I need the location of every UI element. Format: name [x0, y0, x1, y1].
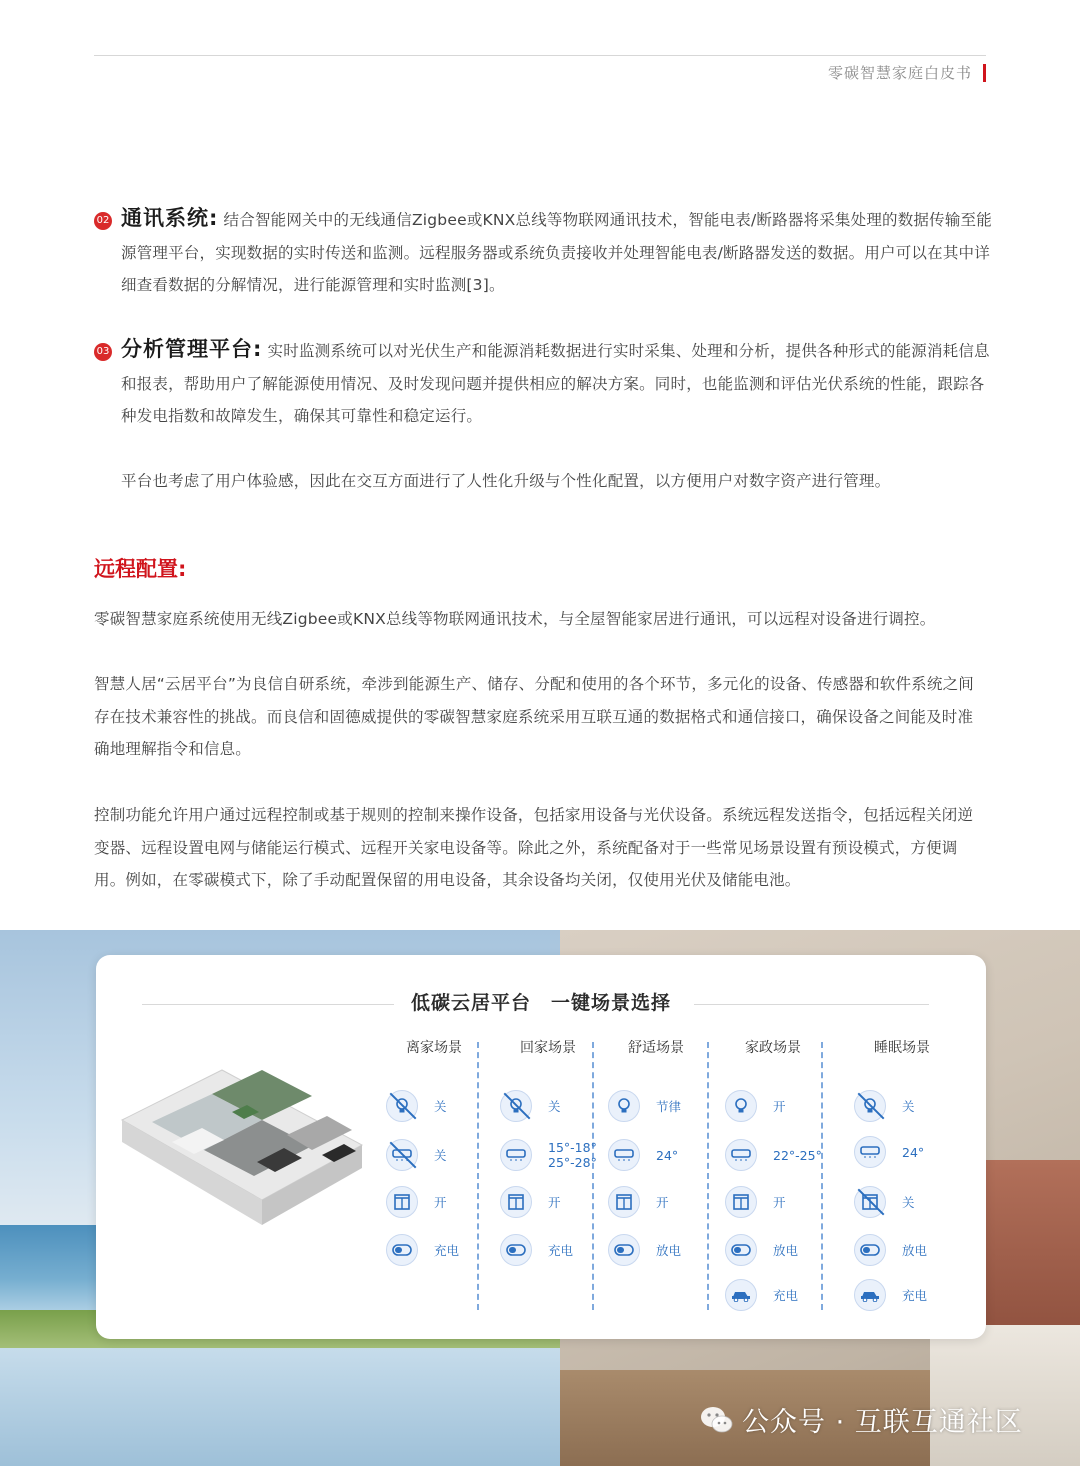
item-description: 结合智能网关中的无线通信Zigbee或KNX总线等物联网通讯技术，智能电表/断路器将采集处理的数据传输至能源管理平台，实现数据的实时传送和监测。远程服务器或系统负责接收并处理智能电表/断路器发送的数据。用户可以在其中详细查看数据的分解情况，进行能源管理和实时监测[3]。	[121, 211, 992, 294]
scene-row-value-range	[548, 1140, 597, 1170]
scene-row-value: 开	[656, 1194, 669, 1210]
ac-icon	[608, 1139, 640, 1171]
bed-headboard	[985, 1160, 1080, 1350]
scene-row-value: 关	[902, 1194, 915, 1210]
column-separator	[592, 1042, 594, 1310]
ev-icon	[854, 1279, 886, 1311]
ac-icon	[854, 1136, 886, 1168]
scene-sleep[interactable]	[854, 1037, 964, 1303]
scene-row-value: 关	[548, 1098, 561, 1114]
scene-name: 家政场景	[745, 1040, 801, 1056]
scene-row-value: 24°	[902, 1144, 925, 1160]
paragraph: 智慧人居“云居平台”为良信自研系统，牵涉到能源生产、储存、分配和使用的各个环节，多元化的设备、传感器和软件系统之间存在技术兼容性的挑战。而良信和固德威提供的零碳智慧家庭系统采用互联互通的数据格式和通信接口，确保设备之间能及时准确地理解指令和信息。	[94, 675, 974, 758]
scene-row-battery	[500, 1233, 573, 1267]
scene-row-light	[725, 1089, 786, 1123]
scene-row-value: 关	[902, 1098, 915, 1114]
item-analysis-platform	[94, 333, 994, 433]
scene-row-value: 充电	[434, 1242, 460, 1258]
scene-row-light	[608, 1089, 681, 1123]
item-number-badge: 03	[94, 343, 112, 361]
card-title: 低碳云居平台 一键场景选择	[410, 992, 671, 1014]
ac-icon	[500, 1139, 532, 1171]
scene-row-value: 放电	[656, 1242, 682, 1258]
scene-housekeeping[interactable]	[725, 1037, 835, 1303]
ac-range-upper: 15°-18°	[548, 1140, 597, 1155]
header-rule	[94, 55, 986, 56]
scene-row-value: 开	[548, 1194, 561, 1210]
scene-row-value: 开	[773, 1098, 786, 1114]
column-separator	[477, 1042, 479, 1310]
paragraph: 控制功能允许用户通过远程控制或基于规则的控制来操作设备，包括家用设备与光伏设备。系统远程发送指令，包括远程关闭逆变器、远程设置电网与储能运行模式、远程开关家电设备等。除此之外，系统配备对于一些常见场景设置有预设模式，方便调用。例如，在零碳模式下，除了手动配置保留的用电设备，其余设备均关闭，仅使用光伏及储能电池。	[94, 806, 974, 889]
scene-row-value: 放电	[902, 1242, 928, 1258]
scene-selection-card	[96, 955, 986, 1339]
paragraph: 零碳智慧家庭系统使用无线Zigbee或KNX总线等物联网通讯技术，与全屋智能家居进行通讯，可以远程对设备进行调控。	[94, 610, 936, 628]
apartment-3d-illustration	[112, 1050, 367, 1240]
battery-icon	[725, 1234, 757, 1266]
item-description: 实时监测系统可以对光伏生产和能源消耗数据进行实时采集、处理和分析，提供各种形式的能源消耗信息和报表，帮助用户了解能源使用情况、及时发现问题并提供相应的解决方案。同时，也能监测和评估光伏系统的性能，跟踪各种发电指数和故障发生，确保其可靠性和稳定运行。	[121, 342, 990, 425]
scene-row-value: 节律	[656, 1098, 682, 1114]
scene-row-light	[386, 1089, 447, 1123]
item-body	[121, 333, 994, 433]
scene-row-ac	[854, 1135, 924, 1169]
column-separator	[821, 1042, 823, 1310]
scene-row-ac	[608, 1138, 678, 1172]
bed	[930, 1325, 1080, 1466]
scene-row-ac	[386, 1138, 447, 1172]
item-number-badge: 02	[94, 212, 112, 230]
scene-row-curtain	[608, 1185, 669, 1219]
scene-away[interactable]	[386, 1037, 496, 1258]
scene-name: 回家场景	[520, 1040, 576, 1056]
scene-row-battery	[854, 1233, 927, 1267]
scene-row-curtain	[854, 1185, 915, 1219]
ac-range-lower: 25°-28°	[548, 1155, 597, 1170]
scene-row-light	[500, 1089, 561, 1123]
scene-row-value: 24°	[656, 1147, 679, 1163]
curtain-off-icon	[854, 1186, 886, 1218]
scene-row-ev	[854, 1278, 927, 1312]
scene-row-value: 充电	[548, 1242, 574, 1258]
scene-row-value: 开	[434, 1194, 447, 1210]
watermark-text: 公众号 · 互联互通社区	[742, 1407, 1023, 1438]
scene-name: 舒适场景	[628, 1040, 684, 1056]
curtain-icon	[386, 1186, 418, 1218]
battery-icon	[500, 1234, 532, 1266]
scene-name: 睡眠场景	[874, 1040, 930, 1056]
scene-row-curtain	[725, 1185, 786, 1219]
scene-row-ev	[725, 1278, 798, 1312]
scene-name: 离家场景	[406, 1040, 462, 1056]
scene-row-value: 开	[773, 1194, 786, 1210]
watermark	[700, 1400, 1023, 1439]
ac-off-icon	[386, 1139, 418, 1171]
scene-row-battery	[386, 1233, 459, 1267]
curtain-icon	[608, 1186, 640, 1218]
light-off-icon	[500, 1090, 532, 1122]
deck-area	[0, 1348, 560, 1466]
scene-row-battery	[608, 1233, 681, 1267]
item-body	[121, 202, 994, 302]
document-title: 零碳智慧家庭白皮书	[827, 64, 972, 82]
battery-icon	[386, 1234, 418, 1266]
scene-row-value: 充电	[773, 1287, 799, 1303]
scene-row-value: 22°-25°	[773, 1147, 822, 1163]
scene-row-value: 放电	[773, 1242, 799, 1258]
light-icon	[725, 1090, 757, 1122]
scene-row-curtain	[500, 1185, 561, 1219]
item-heading: 通讯系统:	[121, 206, 219, 230]
platform-note: 平台也考虑了用户体验感，因此在交互方面进行了人性化升级与个性化配置，以方便用户对数字资产进行管理。	[121, 472, 891, 490]
scene-comfort[interactable]	[608, 1037, 718, 1258]
scene-row-value: 关	[434, 1147, 447, 1163]
scene-row-value: 充电	[902, 1287, 928, 1303]
scene-row-battery	[725, 1233, 798, 1267]
curtain-icon	[725, 1186, 757, 1218]
ac-icon	[725, 1139, 757, 1171]
column-separator	[707, 1042, 709, 1310]
item-communication-system	[94, 202, 994, 302]
battery-icon	[854, 1234, 886, 1266]
section-title-remote-config: 远程配置:	[94, 557, 187, 581]
ev-icon	[725, 1279, 757, 1311]
scene-row-value: 关	[434, 1098, 447, 1114]
curtain-icon	[500, 1186, 532, 1218]
scene-row-curtain	[386, 1185, 447, 1219]
scene-row-ac	[725, 1138, 822, 1172]
light-off-icon	[854, 1090, 886, 1122]
battery-icon	[608, 1234, 640, 1266]
light-icon	[608, 1090, 640, 1122]
item-heading: 分析管理平台:	[121, 337, 263, 361]
header-accent-bar	[983, 64, 986, 82]
light-off-icon	[386, 1090, 418, 1122]
scene-row-light	[854, 1089, 915, 1123]
scene-row-ac	[500, 1138, 597, 1172]
wechat-icon	[700, 1405, 734, 1435]
